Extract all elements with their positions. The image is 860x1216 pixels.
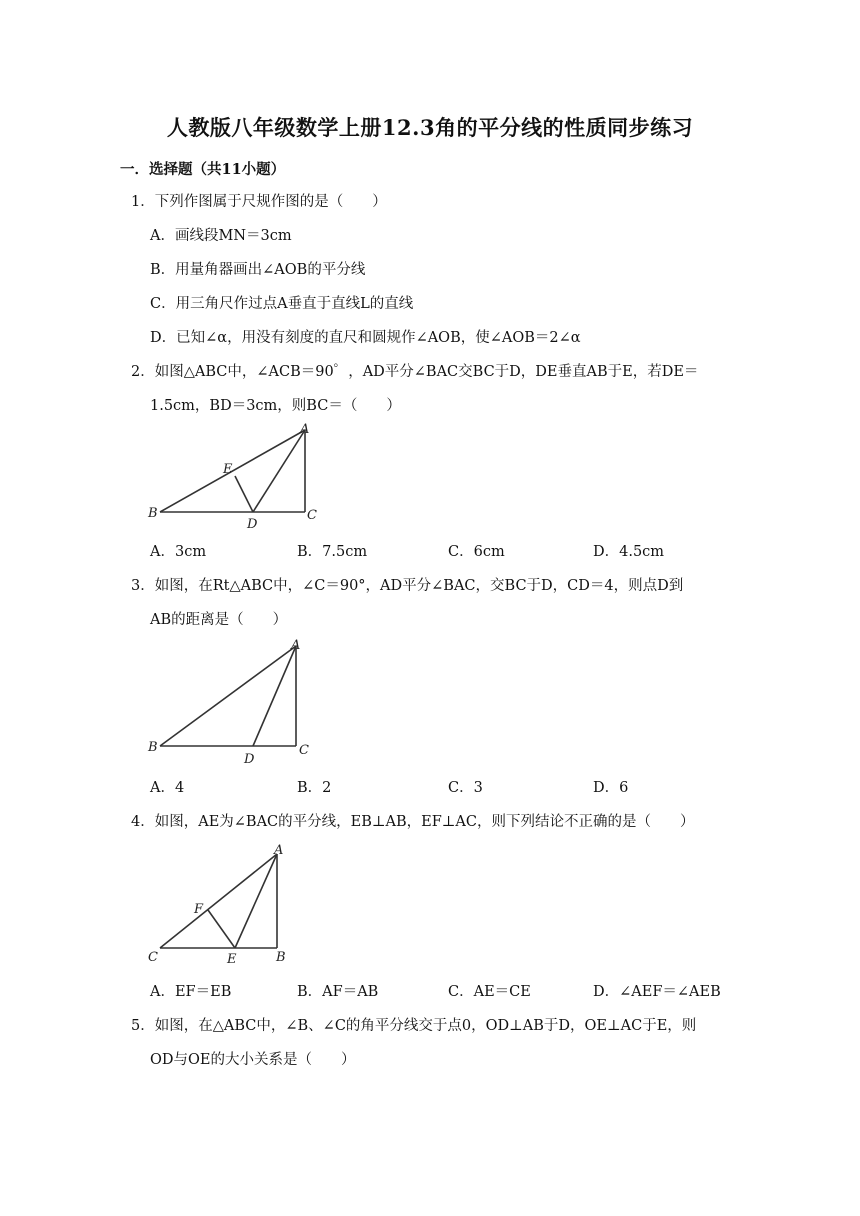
page-title: 人教版八年级数学上册12.3角的平分线的性质同步练习	[166, 115, 694, 140]
q4-label-b: B	[276, 950, 286, 965]
question-1-stem: 1．下列作图属于尺规作图的是（ ）	[131, 194, 387, 210]
question-2-option-c: C．6cm	[448, 544, 505, 560]
question-2-option-b: B．7.5cm	[297, 544, 368, 560]
question-4-option-b: B．AF＝AB	[297, 984, 379, 1000]
question-4-figure	[140, 836, 310, 972]
q2-label-d: D	[247, 517, 258, 532]
question-5-stem-line-2: OD与OE的大小关系是（ ）	[150, 1052, 356, 1068]
question-3-stem-line-2: AB的距离是（ ）	[150, 612, 288, 628]
q2-label-c: C	[307, 508, 317, 523]
question-1-option-b: B．用量角器画出∠AOB的平分线	[150, 262, 366, 278]
q2-side-ba	[160, 430, 305, 512]
question-2-option-a: A．3cm	[150, 544, 207, 560]
question-4-option-c: C．AE＝CE	[448, 984, 531, 1000]
question-1-option-a: A．画线段MN＝3cm	[150, 228, 292, 244]
q2-label-e: E	[223, 462, 233, 477]
q3-label-c: C	[299, 743, 309, 758]
section-heading: 一．选择题（共11小题）	[120, 161, 286, 178]
question-1-option-d: D．已知∠α，用没有刻度的直尺和圆规作∠AOB，使∠AOB＝2∠α	[150, 330, 581, 346]
q2-segment-ad	[253, 430, 305, 512]
question-3-option-d: D．6	[593, 780, 629, 796]
question-3-stem-line-1: 3．如图，在Rt△ABC中，∠C＝90°，AD平分∠BAC，交BC于D，CD＝4，则点D到	[131, 578, 684, 594]
q4-label-f: F	[194, 902, 204, 917]
question-3-option-b: B．2	[297, 780, 332, 796]
question-2-stem-line-1: 2．如图△ABC中，∠ACB＝90゜，AD平分∠BAC交BC于D，DE垂直AB于E，若DE＝	[131, 364, 699, 380]
question-3-option-c: C．3	[448, 780, 483, 796]
q2-label-b: B	[148, 506, 158, 521]
q3-label-a: A	[291, 638, 301, 653]
question-5-stem-line-1: 5．如图，在△ABC中，∠B、∠C的角平分线交于点0，OD⊥AB于D，OE⊥AC于E，则	[131, 1018, 697, 1034]
q4-segment-ef	[208, 910, 235, 948]
question-2-option-d: D．4.5cm	[593, 544, 665, 560]
q4-label-a: A	[274, 843, 284, 858]
q4-segment-ae	[235, 854, 277, 948]
q4-label-e: E	[227, 952, 237, 967]
q3-label-d: D	[244, 752, 255, 767]
question-2-stem-line-2: 1.5cm，BD＝3cm，则BC＝（ ）	[150, 398, 401, 414]
question-2-figure	[140, 418, 330, 536]
question-4-option-a: A．EF＝EB	[150, 984, 232, 1000]
question-1-option-c: C．用三角尺作过点A垂直于直线L的直线	[150, 296, 414, 312]
question-4-option-d: D．∠AEF＝∠AEB	[593, 984, 721, 1000]
q2-segment-de	[235, 476, 253, 512]
question-4-stem: 4．如图，AE为∠BAC的平分线，EB⊥AB，EF⊥AC，则下列结论不正确的是（ ）	[131, 814, 695, 830]
q2-label-a: A	[300, 422, 310, 437]
q3-side-ba	[160, 646, 296, 746]
q4-side-ca	[160, 854, 277, 948]
q4-label-c: C	[148, 950, 158, 965]
q3-label-b: B	[148, 740, 158, 755]
question-3-option-a: A．4	[150, 780, 185, 796]
question-3-figure	[140, 632, 330, 770]
